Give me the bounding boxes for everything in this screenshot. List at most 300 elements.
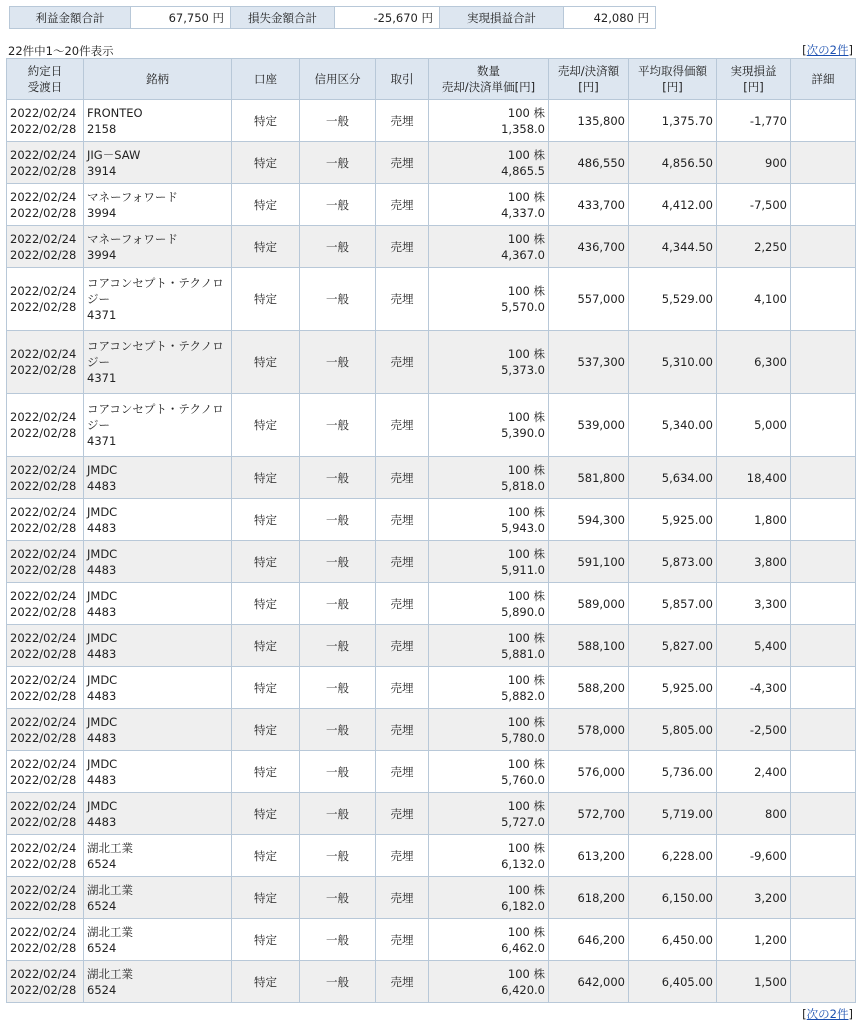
cell-pnl: -2,500: [717, 709, 791, 751]
cell-amount: 613,200: [549, 835, 629, 877]
trade-date: 2022/02/24: [10, 672, 77, 687]
cell-amount: 588,100: [549, 625, 629, 667]
cell-qty: [429, 331, 549, 394]
cell-trade: 売埋: [376, 793, 429, 835]
cell-account: 特定: [232, 709, 300, 751]
cell-trade: 売埋: [376, 751, 429, 793]
cell-stock: [84, 541, 232, 583]
cell-account: 特定: [232, 100, 300, 142]
trade-date: 2022/02/24: [10, 882, 77, 897]
trade-rows: [7, 100, 856, 1003]
cell-stock: [84, 877, 232, 919]
stock-name: 湖北工業: [87, 924, 133, 939]
quantity: 100 株: [507, 630, 545, 645]
pager-bracket-close: ]: [848, 43, 853, 57]
stock-name: FRONTEO: [87, 105, 143, 120]
quantity: 100 株: [507, 714, 545, 729]
table-row: [7, 919, 856, 961]
cell-credit: 一般: [300, 919, 376, 961]
cell-dates: [7, 100, 84, 142]
unit-price: 1,358.0: [501, 121, 545, 136]
cell-amount: 578,000: [549, 709, 629, 751]
stock-name: JIG－SAW: [87, 147, 141, 162]
cell-detail: [791, 100, 856, 142]
table-row: [7, 394, 856, 457]
pager-bracket-open: [: [802, 1007, 807, 1021]
cell-detail: [791, 184, 856, 226]
table-row: [7, 751, 856, 793]
cell-credit: 一般: [300, 667, 376, 709]
unit-price: 4,367.0: [501, 247, 545, 262]
cell-qty: [429, 226, 549, 268]
cell-trade: 売埋: [376, 667, 429, 709]
cell-trade: 売埋: [376, 142, 429, 184]
cell-stock: [84, 751, 232, 793]
cell-trade: 売埋: [376, 394, 429, 457]
cell-qty: [429, 961, 549, 1003]
cell-credit: 一般: [300, 877, 376, 919]
stock-code: 2158: [87, 121, 117, 136]
stock-code: 4483: [87, 520, 117, 535]
stock-name: JMDC: [87, 504, 118, 519]
cell-dates: [7, 835, 84, 877]
stock-code: 4483: [87, 562, 117, 577]
cell-trade: 売埋: [376, 184, 429, 226]
cell-trade: 売埋: [376, 268, 429, 331]
loss-total-label: 損失金額合計: [231, 7, 335, 29]
cell-dates: [7, 142, 84, 184]
cell-dates: [7, 457, 84, 499]
cell-credit: 一般: [300, 394, 376, 457]
unit-price: 4,865.5: [501, 163, 545, 178]
trade-history-table: [6, 58, 856, 1003]
cell-detail: [791, 226, 856, 268]
cell-account: 特定: [232, 751, 300, 793]
cell-trade: 売埋: [376, 835, 429, 877]
cell-pnl: 1,800: [717, 499, 791, 541]
cell-amount: 588,200: [549, 667, 629, 709]
cell-account: 特定: [232, 583, 300, 625]
cell-qty: [429, 142, 549, 184]
stock-code: 6524: [87, 898, 117, 913]
cell-credit: 一般: [300, 625, 376, 667]
cell-stock: [84, 499, 232, 541]
stock-name: JMDC: [87, 798, 118, 813]
trade-date: 2022/02/24: [10, 284, 77, 298]
table-row: [7, 184, 856, 226]
cell-account: 特定: [232, 961, 300, 1003]
cell-qty: [429, 667, 549, 709]
cell-dates: [7, 709, 84, 751]
stock-code: 3994: [87, 205, 117, 220]
trade-date: 2022/02/24: [10, 105, 77, 120]
cell-account: 特定: [232, 541, 300, 583]
cell-dates: [7, 625, 84, 667]
cell-stock: [84, 667, 232, 709]
next-page-link[interactable]: 次の2件: [806, 1007, 849, 1021]
cell-trade: 売埋: [376, 457, 429, 499]
cell-dates: [7, 793, 84, 835]
cell-credit: 一般: [300, 184, 376, 226]
quantity: 100 株: [507, 840, 545, 855]
stock-code: 6524: [87, 982, 117, 997]
cell-credit: 一般: [300, 793, 376, 835]
cell-account: 特定: [232, 226, 300, 268]
table-row: [7, 793, 856, 835]
settle-date: 2022/02/28: [10, 982, 77, 997]
cell-qty: [429, 919, 549, 961]
cell-qty: [429, 457, 549, 499]
result-count: 22件中1～20件表示: [8, 44, 114, 58]
cell-dates: [7, 226, 84, 268]
cell-amount: 436,700: [549, 226, 629, 268]
cell-detail: [791, 961, 856, 1003]
header-avg: [629, 59, 717, 100]
trade-date: 2022/02/24: [10, 756, 77, 771]
quantity: 100 株: [507, 588, 545, 603]
unit-price: 5,943.0: [501, 520, 545, 535]
cell-detail: [791, 835, 856, 877]
pager-bracket-close: ]: [848, 1007, 853, 1021]
cell-dates: [7, 961, 84, 1003]
cell-stock: [84, 835, 232, 877]
cell-avg-price: 5,805.00: [629, 709, 717, 751]
cell-trade: 売埋: [376, 100, 429, 142]
cell-account: 特定: [232, 457, 300, 499]
cell-avg-price: 5,719.00: [629, 793, 717, 835]
stock-name: コアコンセプト・テクノロジー: [87, 339, 224, 369]
cell-credit: 一般: [300, 541, 376, 583]
next-page-link[interactable]: 次の2件: [806, 43, 849, 57]
quantity: 100 株: [507, 882, 545, 897]
cell-detail: [791, 331, 856, 394]
cell-trade: 売埋: [376, 961, 429, 1003]
cell-detail: [791, 751, 856, 793]
table-row: [7, 835, 856, 877]
cell-credit: 一般: [300, 268, 376, 331]
header-avg-line1: 平均取得価額: [638, 64, 707, 78]
cell-pnl: 2,400: [717, 751, 791, 793]
cell-dates: [7, 541, 84, 583]
cell-credit: 一般: [300, 709, 376, 751]
quantity: 100 株: [507, 504, 545, 519]
header-amount: [549, 59, 629, 100]
trade-date: 2022/02/24: [10, 966, 77, 981]
trade-date: 2022/02/24: [10, 462, 77, 477]
header-qty-line2: 売却/決済単価[円]: [441, 80, 536, 94]
cell-amount: 135,800: [549, 100, 629, 142]
quantity: 100 株: [507, 672, 545, 687]
stock-code: 4483: [87, 688, 117, 703]
table-row: [7, 877, 856, 919]
header-name: 銘柄: [84, 59, 232, 100]
cell-credit: 一般: [300, 961, 376, 1003]
cell-avg-price: 6,228.00: [629, 835, 717, 877]
cell-trade: 売埋: [376, 919, 429, 961]
stock-name: JMDC: [87, 630, 118, 645]
table-row: [7, 709, 856, 751]
quantity: 100 株: [507, 410, 545, 424]
cell-qty: [429, 709, 549, 751]
table-row: [7, 100, 856, 142]
header-trade-date: 約定日: [27, 64, 63, 78]
trade-date: 2022/02/24: [10, 630, 77, 645]
stock-name: JMDC: [87, 546, 118, 561]
cell-trade: 売埋: [376, 877, 429, 919]
cell-detail: [791, 541, 856, 583]
settle-date: 2022/02/28: [10, 772, 77, 787]
cell-stock: [84, 457, 232, 499]
header-settle-date: 受渡日: [27, 80, 63, 94]
cell-pnl: -7,500: [717, 184, 791, 226]
quantity: 100 株: [507, 105, 545, 120]
cell-detail: [791, 583, 856, 625]
cell-stock: [84, 919, 232, 961]
stock-code: 4371: [87, 371, 117, 385]
realized-total-value: 42,080 円: [564, 7, 656, 29]
cell-amount: 589,000: [549, 583, 629, 625]
quantity: 100 株: [507, 462, 545, 477]
unit-price: 6,132.0: [501, 856, 545, 871]
unit-price: 5,882.0: [501, 688, 545, 703]
cell-dates: [7, 394, 84, 457]
cell-qty: [429, 499, 549, 541]
cell-qty: [429, 268, 549, 331]
cell-pnl: 2,250: [717, 226, 791, 268]
cell-detail: [791, 793, 856, 835]
settle-date: 2022/02/28: [10, 426, 77, 440]
stock-name: JMDC: [87, 462, 118, 477]
cell-dates: [7, 268, 84, 331]
cell-avg-price: 6,405.00: [629, 961, 717, 1003]
cell-detail: [791, 394, 856, 457]
cell-amount: 486,550: [549, 142, 629, 184]
cell-avg-price: 1,375.70: [629, 100, 717, 142]
quantity: 100 株: [507, 284, 545, 298]
cell-avg-price: 5,925.00: [629, 667, 717, 709]
settle-date: 2022/02/28: [10, 478, 77, 493]
settle-date: 2022/02/28: [10, 898, 77, 913]
quantity: 100 株: [507, 189, 545, 204]
stock-name: コアコンセプト・テクノロジー: [87, 402, 224, 432]
stock-code: 6524: [87, 940, 117, 955]
quantity: 100 株: [507, 966, 545, 981]
cell-pnl: 800: [717, 793, 791, 835]
unit-price: 5,570.0: [501, 300, 545, 314]
stock-code: 4483: [87, 604, 117, 619]
cell-dates: [7, 751, 84, 793]
cell-trade: 売埋: [376, 709, 429, 751]
cell-avg-price: 5,736.00: [629, 751, 717, 793]
settle-date: 2022/02/28: [10, 646, 77, 661]
summary-table: [9, 6, 656, 29]
unit-price: 5,390.0: [501, 426, 545, 440]
cell-stock: [84, 394, 232, 457]
trade-date: 2022/02/24: [10, 924, 77, 939]
cell-qty: [429, 751, 549, 793]
cell-stock: [84, 268, 232, 331]
quantity: 100 株: [507, 798, 545, 813]
cell-detail: [791, 625, 856, 667]
unit-price: 4,337.0: [501, 205, 545, 220]
cell-credit: 一般: [300, 583, 376, 625]
unit-price: 5,780.0: [501, 730, 545, 745]
cell-credit: 一般: [300, 835, 376, 877]
cell-pnl: -1,770: [717, 100, 791, 142]
table-row: [7, 331, 856, 394]
stock-code: 3914: [87, 163, 117, 178]
unit-price: 5,727.0: [501, 814, 545, 829]
cell-account: 特定: [232, 268, 300, 331]
quantity: 100 株: [507, 756, 545, 771]
cell-trade: 売埋: [376, 331, 429, 394]
cell-stock: [84, 961, 232, 1003]
table-row: [7, 541, 856, 583]
table-row: [7, 583, 856, 625]
cell-avg-price: 5,873.00: [629, 541, 717, 583]
cell-stock: [84, 709, 232, 751]
cell-detail: [791, 142, 856, 184]
cell-account: 特定: [232, 184, 300, 226]
settle-date: 2022/02/28: [10, 940, 77, 955]
settle-date: 2022/02/28: [10, 163, 77, 178]
cell-amount: 594,300: [549, 499, 629, 541]
cell-stock: [84, 793, 232, 835]
cell-dates: [7, 583, 84, 625]
loss-total-value: -25,670 円: [335, 7, 440, 29]
cell-amount: 642,000: [549, 961, 629, 1003]
cell-avg-price: 6,150.00: [629, 877, 717, 919]
cell-pnl: 3,300: [717, 583, 791, 625]
trade-date: 2022/02/24: [10, 798, 77, 813]
cell-account: 特定: [232, 919, 300, 961]
stock-code: 4483: [87, 814, 117, 829]
cell-account: 特定: [232, 142, 300, 184]
cell-credit: 一般: [300, 751, 376, 793]
cell-pnl: 6,300: [717, 331, 791, 394]
cell-pnl: 4,100: [717, 268, 791, 331]
header-trade: 取引: [376, 59, 429, 100]
cell-account: 特定: [232, 499, 300, 541]
header-account: 口座: [232, 59, 300, 100]
cell-credit: 一般: [300, 457, 376, 499]
quantity: 100 株: [507, 231, 545, 246]
cell-amount: 537,300: [549, 331, 629, 394]
cell-credit: 一般: [300, 499, 376, 541]
cell-trade: 売埋: [376, 499, 429, 541]
stock-code: 4483: [87, 772, 117, 787]
unit-price: 6,182.0: [501, 898, 545, 913]
settle-date: 2022/02/28: [10, 247, 77, 262]
cell-dates: [7, 184, 84, 226]
quantity: 100 株: [507, 924, 545, 939]
cell-trade: 売埋: [376, 625, 429, 667]
settle-date: 2022/02/28: [10, 814, 77, 829]
cell-detail: [791, 667, 856, 709]
unit-price: 6,420.0: [501, 982, 545, 997]
settle-date: 2022/02/28: [10, 363, 77, 377]
settle-date: 2022/02/28: [10, 604, 77, 619]
pager-bracket-open: [: [802, 43, 807, 57]
stock-name: JMDC: [87, 714, 118, 729]
cell-qty: [429, 100, 549, 142]
stock-name: JMDC: [87, 588, 118, 603]
unit-price: 5,818.0: [501, 478, 545, 493]
cell-amount: 576,000: [549, 751, 629, 793]
header-pnl: [717, 59, 791, 100]
cell-avg-price: 5,634.00: [629, 457, 717, 499]
cell-avg-price: 6,450.00: [629, 919, 717, 961]
cell-qty: [429, 877, 549, 919]
stock-name: JMDC: [87, 672, 118, 687]
cell-pnl: 900: [717, 142, 791, 184]
cell-account: 特定: [232, 835, 300, 877]
cell-stock: [84, 100, 232, 142]
cell-amount: 646,200: [549, 919, 629, 961]
unit-price: 5,911.0: [501, 562, 545, 577]
trade-date: 2022/02/24: [10, 504, 77, 519]
header-detail: 詳細: [791, 59, 856, 100]
pager-top: [802, 42, 853, 58]
cell-credit: 一般: [300, 331, 376, 394]
trade-date: 2022/02/24: [10, 588, 77, 603]
cell-avg-price: 5,827.00: [629, 625, 717, 667]
cell-detail: [791, 919, 856, 961]
quantity: 100 株: [507, 546, 545, 561]
stock-code: 3994: [87, 247, 117, 262]
trade-date: 2022/02/24: [10, 714, 77, 729]
settle-date: 2022/02/28: [10, 205, 77, 220]
cell-account: 特定: [232, 667, 300, 709]
cell-qty: [429, 541, 549, 583]
cell-avg-price: 5,857.00: [629, 583, 717, 625]
cell-pnl: 3,800: [717, 541, 791, 583]
cell-account: 特定: [232, 793, 300, 835]
cell-pnl: 5,000: [717, 394, 791, 457]
settle-date: 2022/02/28: [10, 730, 77, 745]
cell-credit: 一般: [300, 100, 376, 142]
cell-avg-price: 4,344.50: [629, 226, 717, 268]
cell-stock: [84, 625, 232, 667]
trade-date: 2022/02/24: [10, 840, 77, 855]
cell-credit: 一般: [300, 142, 376, 184]
cell-avg-price: 4,856.50: [629, 142, 717, 184]
table-row: [7, 268, 856, 331]
cell-avg-price: 5,310.00: [629, 331, 717, 394]
cell-detail: [791, 268, 856, 331]
table-row: [7, 226, 856, 268]
cell-avg-price: 5,529.00: [629, 268, 717, 331]
cell-dates: [7, 499, 84, 541]
trade-date: 2022/02/24: [10, 546, 77, 561]
settle-date: 2022/02/28: [10, 562, 77, 577]
cell-stock: [84, 226, 232, 268]
cell-amount: 572,700: [549, 793, 629, 835]
settle-date: 2022/02/28: [10, 300, 77, 314]
cell-account: 特定: [232, 331, 300, 394]
settle-date: 2022/02/28: [10, 121, 77, 136]
cell-amount: 591,100: [549, 541, 629, 583]
cell-account: 特定: [232, 625, 300, 667]
quantity: 100 株: [507, 347, 545, 361]
cell-amount: 557,000: [549, 268, 629, 331]
settle-date: 2022/02/28: [10, 856, 77, 871]
settle-date: 2022/02/28: [10, 520, 77, 535]
profit-total-value: 67,750 円: [131, 7, 231, 29]
cell-trade: 売埋: [376, 583, 429, 625]
unit-price: 5,890.0: [501, 604, 545, 619]
header-pnl-line1: 実現損益: [730, 64, 777, 78]
